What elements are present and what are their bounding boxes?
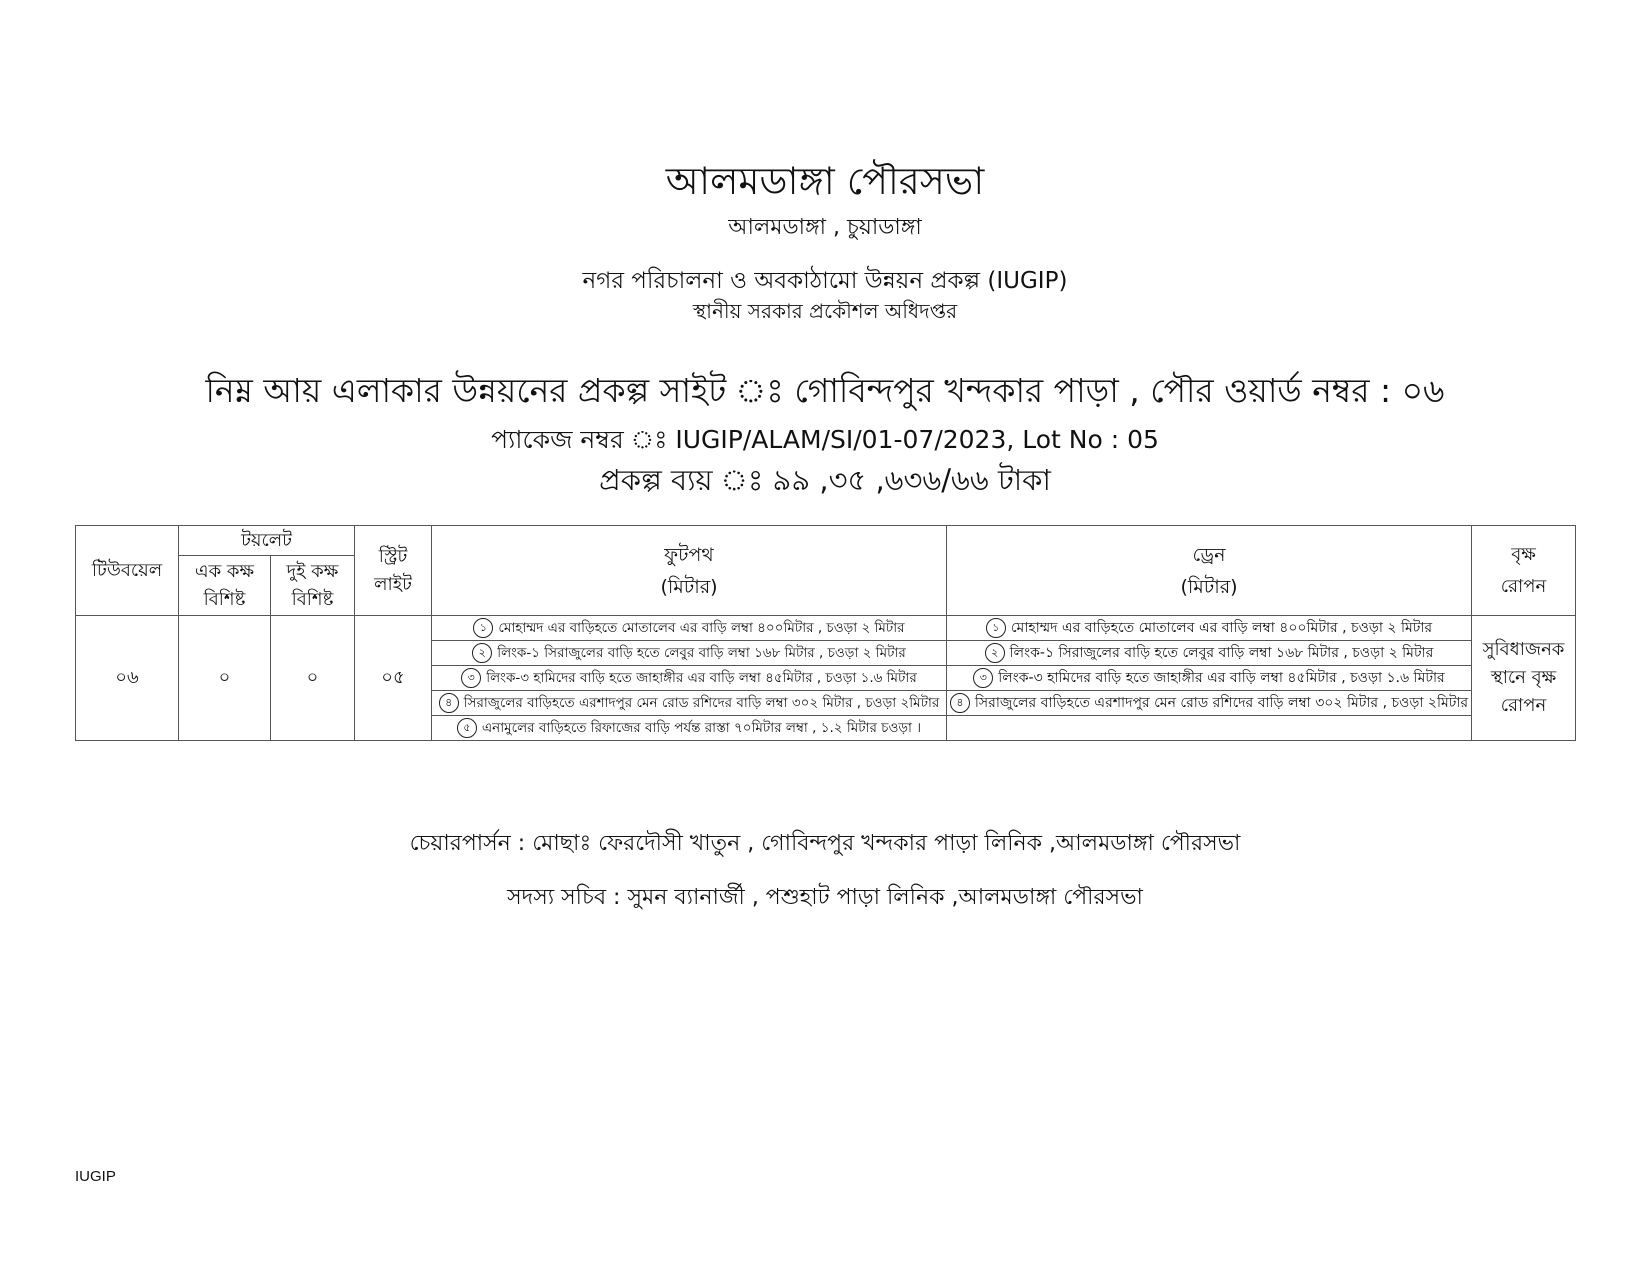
number-badge-icon: ১ (473, 618, 493, 638)
number-badge-icon: ৪ (950, 693, 970, 713)
footpath-unit: (মিটার) (660, 575, 718, 598)
tree-plantation-value (1472, 616, 1576, 741)
footpath-item-text: সিরাজুলের বাড়িহতে এরশাদপুর মেন রোড রশিদের বাড়ি লম্বা ৩০২ মিটার , চওড়া ২মিটার (463, 694, 940, 711)
drain-item-text: লিংক-১ সিরাজুলের বাড়ি হতে লেবুর বাড়ি লম্বা ১৬৮ মিটার , চওড়া ২ মিটার (1009, 645, 1434, 661)
toilet-one-room-label: এক কক্ষ বিশিষ্ট (194, 560, 255, 610)
table-row (76, 616, 1576, 641)
drain-item (947, 666, 1472, 691)
number-badge-icon: ২ (985, 643, 1005, 663)
department-name: স্থানীয় সরকার প্রকৌশল অধিদপ্তর (692, 299, 958, 323)
header-drain (947, 526, 1472, 616)
tubewell-value: ০৬ (76, 616, 179, 741)
footpath-label: ফুটপথ (664, 543, 714, 566)
drain-unit: (মিটার) (1180, 575, 1238, 598)
number-badge-icon: ৩ (461, 668, 481, 688)
location-subtitle: আলমডাঙ্গা , চুয়াডাঙ্গা (728, 215, 922, 240)
drain-item-empty (947, 716, 1472, 741)
footpath-item (432, 691, 947, 716)
footer-label: IUGIP (75, 1168, 116, 1185)
toilet-one-room-value: ০ (179, 616, 271, 741)
drain-item-text: লিংক-৩ হামিদের বাড়ি হতে জাহাঙ্গীর এর বাড়ি লম্বা ৪৫মিটার , চওড়া ১.৬ মিটার (998, 670, 1445, 686)
number-badge-icon: ১ (986, 618, 1006, 638)
drain-item-text: মোহাম্মদ এর বাড়িহতে মোতালেব এর বাড়ি লম্বা ৪০০মিটার , চওড়া ২ মিটার (1010, 620, 1433, 636)
footpath-item (432, 666, 947, 691)
street-light-value: ০৫ (355, 616, 432, 741)
tree-plantation-text: সুবিধাজনক স্থানে বৃক্ষ রোপন (1482, 639, 1565, 716)
number-badge-icon: ২ (472, 643, 492, 663)
chairperson-line: চেয়ারপার্সন : মোছাঃ ফেরদৌসী খাতুন , গোবিন্দপুর খন্দকার পাড়া লিনিক ,আলমডাঙ্গা পৌরসভা (409, 831, 1241, 856)
drain-item (947, 641, 1472, 666)
footpath-item-text: লিংক-৩ হামিদের বাড়ি হতে জাহাঙ্গীর এর বাড়ি লম্বা ৪৫মিটার , চওড়া ১.৬ মিটার (486, 669, 917, 686)
number-badge-icon: ৩ (973, 668, 993, 688)
footpath-item (432, 616, 947, 641)
project-name: নগর পরিচালনা ও অবকাঠামো উন্নয়ন প্রকল্প (IUGIP) (582, 268, 1068, 294)
package-number: প্যাকেজ নম্বর ঃ IUGIP/ALAM/SI/01-07/2023, Lot No : 05 (491, 425, 1159, 454)
number-badge-icon: ৪ (439, 693, 459, 713)
header-tubewell: টিউবয়েল (76, 526, 179, 616)
header-tree-plantation (1472, 526, 1576, 616)
footpath-item-text: মোহাম্মদ এর বাড়িহতে মোতালেব এর বাড়ি লম্বা ৪০০মিটার , চওড়া ২ মিটার (498, 619, 905, 636)
site-heading: নিম্ন আয় এলাকার উন্নয়নের প্রকল্প সাইট ঃ গোবিন্দপুর খন্দকার পাড়া , পৌর ওয়ার্ড নম্বর : ০৬ (205, 371, 1445, 410)
footpath-item-text: লিংক-১ সিরাজুলের বাড়ি হতে লেবুর বাড়ি লম্বা ১৬৮ মিটার , চওড়া ২ মিটার (497, 644, 906, 661)
municipality-title: আলমডাঙ্গা পৌরসভা (665, 159, 985, 203)
footpath-item-text: এনামুলের বাড়িহতে রিফাজের বাড়ি পর্যন্ত রাস্তা ৭০মিটার লম্বা , ১.২ মিটার চওড়া । (481, 719, 922, 736)
header-footpath (432, 526, 947, 616)
drain-item-text: সিরাজুলের বাড়িহতে এরশাদপুর মেন রোড রশিদের বাড়ি লম্বা ৩০২ মিটার , চওড়া ২মিটার (974, 695, 1469, 711)
header-toilet: টয়লেট (179, 526, 355, 556)
drain-label: ড্রেন (1192, 543, 1226, 566)
footpath-item (432, 641, 947, 666)
header-toilet-two-room (271, 556, 355, 616)
drain-item (947, 616, 1472, 641)
toilet-two-room-value: ০ (271, 616, 355, 741)
tree-plantation-label: বৃক্ষ রোপন (1500, 543, 1547, 597)
toilet-two-room-label: দুই কক্ষ বিশিষ্ট (286, 560, 339, 610)
member-secretary-line: সদস্য সচিব : সুমন ব্যানার্জী , পশুহাট পাড়া লিনিক ,আলমডাঙ্গা পৌরসভা (507, 885, 1143, 910)
drain-item (947, 691, 1472, 716)
project-cost: প্রকল্প ব্যয় ঃ ৯৯ ,৩৫ ,৬৩৬/৬৬ টাকা (599, 463, 1051, 497)
footpath-item (432, 716, 947, 741)
number-badge-icon: ৫ (457, 718, 477, 738)
street-light-label: স্ট্রিট লাইট (374, 545, 412, 595)
header-street-light (355, 526, 432, 616)
works-table (75, 525, 1576, 741)
header-toilet-one-room (179, 556, 271, 616)
